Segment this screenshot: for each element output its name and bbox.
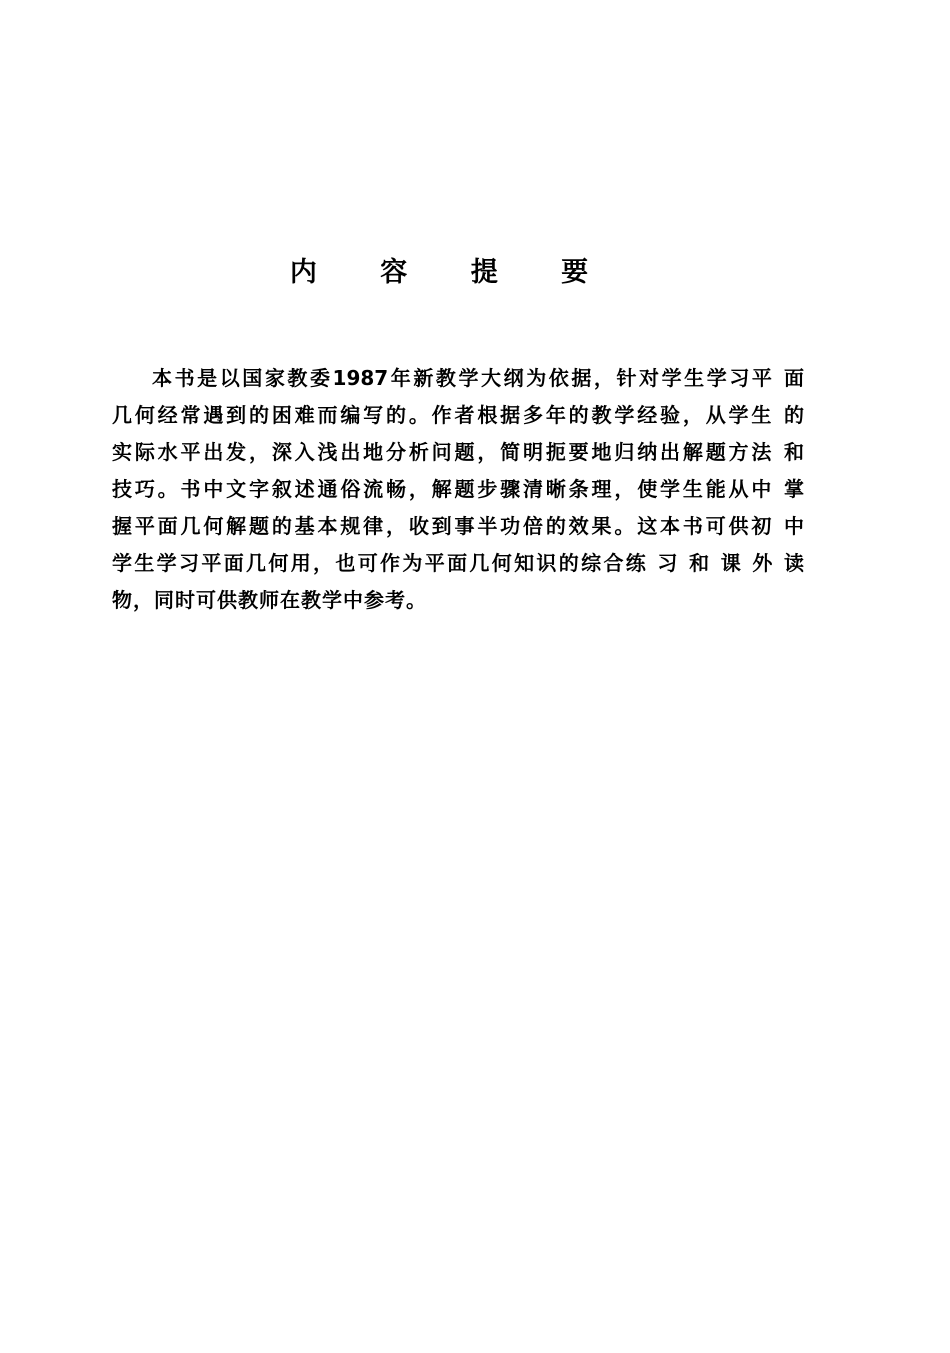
abstract-paragraph: [112, 363, 804, 622]
abstract-line: 学生学习平面几何用，也可作为平面几何知识的综合练 习 和 课 外 读: [112, 551, 804, 575]
page-title: 内 容 提 要: [289, 257, 616, 288]
abstract-line: 本书是以国家教委1987年新教学大纲为依据，针对学生学习平 面: [152, 366, 804, 390]
abstract-line: 物，同时可供教师在教学中参考。: [112, 588, 427, 612]
abstract-line: 几何经常遇到的困难而编写的。作者根据多年的教学经验，从学生 的: [112, 403, 804, 427]
abstract-line: 技巧。书中文字叙述通俗流畅，解题步骤清晰条理，使学生能从中 掌: [112, 477, 804, 501]
abstract-line: 实际水平出发，深入浅出地分析问题，简明扼要地归纳出解题方法 和: [112, 440, 804, 464]
abstract-line: 握平面几何解题的基本规律，收到事半功倍的效果。这本书可供初 中: [112, 514, 804, 538]
